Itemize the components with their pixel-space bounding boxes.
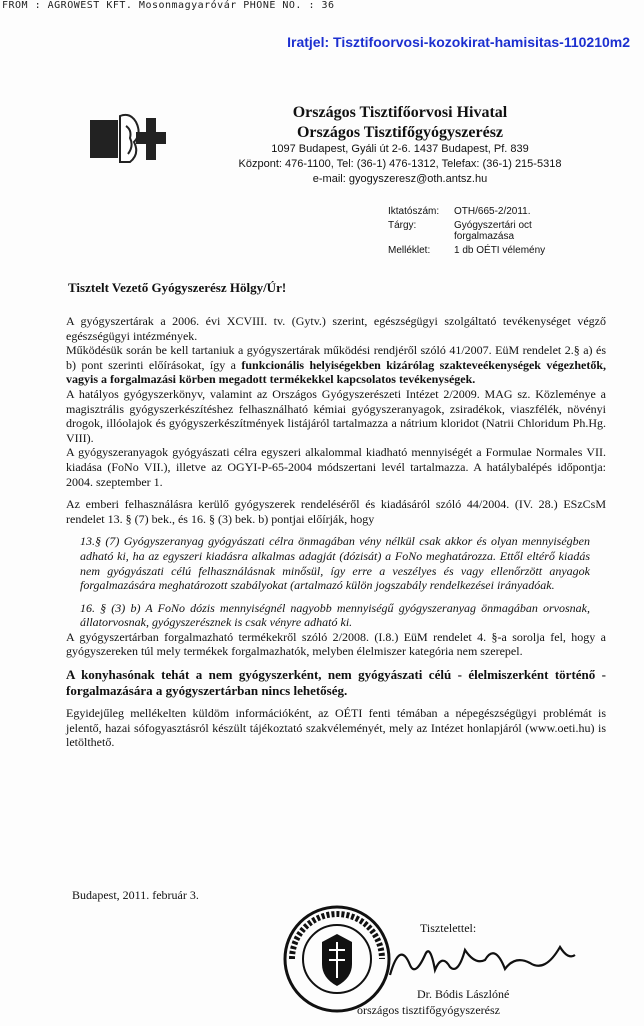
meta-value: OTH/665-2/2011. bbox=[454, 206, 531, 217]
quote-section-16: 16. § (3) b) A FoNo dózis mennyiségnél nagyobb mennyiségű gyógyszeranyag önmagában orvosnak, állatorvosnak, gyógyszerésznek is csak vényre adható ki. bbox=[80, 600, 590, 630]
org-address: 1097 Budapest, Gyáli út 2-6. 1437 Budapest, Pf. 839 bbox=[271, 143, 529, 155]
salutation: Tisztelt Vezető Gyógyszerész Hölgy/Úr! bbox=[68, 280, 287, 295]
paragraph-regulation: Az emberi felhasználásra kerülő gyógyszerek rendeléséről és kiadásáról szóló 44/2004. (IV. 28.) ESzCsM rendelet 13. § (7) bek., és 16. § (3) bek. b) pontjai előírják, hogy bbox=[66, 497, 606, 526]
meta-row-attachment bbox=[388, 245, 574, 256]
meta-value: Gyógyszertári oct forgalmazása bbox=[454, 220, 532, 242]
meta-row-reference bbox=[388, 206, 574, 217]
paragraph-operation-rules bbox=[66, 343, 606, 387]
paragraph-products: A gyógyszertárban forgalmazható termékekről szóló 2/2008. (I.8.) EüM rendelet 4. §-a sorolja fel, hogy a gyógyszereken túl mely termékek forgalmazhatók, melyben élelmiszer kategória nem szerepel. bbox=[66, 629, 606, 659]
org-phones: Központ: 476-1100, Tel: (36-1) 476-1312, Telefax: (36-1) 215-5318 bbox=[238, 158, 562, 170]
signer-title: országos tisztifőgyógyszerész bbox=[357, 1003, 500, 1017]
meta-label: Tárgy: bbox=[388, 220, 417, 231]
paragraph-fono: A gyógyszeranyagok gyógyászati célra egyszeri alkalommal kiadható mennyiségét a Formulae Normales VII. kiadása (FoNo VII.), illetve az OGYI-P-65-2004 módszertani levél tartalmazza. A hatálybalépés időpontja: 2004. szeptember 1. bbox=[66, 445, 606, 489]
org-name-1: Országos Tisztifőorvosi Hivatal bbox=[292, 104, 508, 121]
org-email: e-mail: gyogyszeresz@oth.antsz.hu bbox=[312, 173, 488, 185]
signer-name: Dr. Bódis Lászlóné bbox=[417, 987, 510, 1001]
reference-block bbox=[388, 206, 574, 259]
fax-header: FROM : AGROWEST KFT. Mosonmagyaróvár PHONE NO. : 36 bbox=[2, 0, 335, 11]
meta-label: Melléklet: bbox=[388, 245, 431, 256]
quote-section-13: 13.§ (7) Gyógyszeranyag gyógyászati célra önmagában vény nélkül csak akkor és olyan mennyiségben adható ki, ha az egyszeri kiadásra alkalmas adagját (dózisát) a FoNo meghatározza. Ettől eltérő kiadás nem gyógyászati célú felhasználásnak minősül, így erre a veszélyes és vagy ellenőrzött anyagok forgalmazására meghatározott szabályokat (artalmazó külön jogszabály rendelkezései irányadóak. bbox=[80, 534, 590, 593]
org-name-2: Országos Tisztifőgyógyszerész bbox=[296, 124, 504, 141]
official-seal-icon bbox=[282, 904, 392, 1014]
office-logo-icon bbox=[90, 112, 172, 166]
handwritten-signature-icon bbox=[380, 935, 580, 985]
filename-banner: Iratjel: Tisztifoorvosi-kozokirat-hamisitas-110210m2 bbox=[287, 34, 630, 50]
closing: Tisztelettel: bbox=[420, 921, 477, 935]
paragraph-text: Működésük során be kell tartaniuk a gyógyszertárak működési rendjéről szóló 41/2007. EüM rendelet 2.§ a) és b) pont szerinti előírásokat, így a bbox=[66, 343, 606, 372]
letter-body bbox=[66, 314, 606, 750]
paragraph-pharmacopoeia: A hatályos gyógyszerkönyv, valamint az Országos Gyógyszerészeti Intézet 2/2009. MAG sz. Közleménye a magisztrális gyógyszerkészítéshez felhasználható kémiai gyógyszeranyagok, zsiradékok, viaszfélék, növényi drogok, illóolajok és gyógyszerkészítmények listájáról tartalmazza a nátrium kloridot (Natrii Chloridum Ph.Hg. VIII). bbox=[66, 386, 606, 445]
paragraph-attachment: Egyidejűleg mellékelten küldöm információként, az OÉTI fenti témában a népegészségügyi problémát is jelentő, hazai sófogyasztásról készült tájékoztató szakvéleményét, mely az Intézet honlapjáról (www.oeti.hu) is letölthető. bbox=[66, 706, 606, 750]
meta-value: 1 db OÉTI vélemény bbox=[454, 245, 546, 256]
paragraph-emphasis: funkcionális helyiségekben kizárólag szakteveékenységek végezhetők, vagyis a forgalmazási körben megadott termékekkel kapcsolatos tevékenységek. bbox=[66, 357, 606, 387]
letter-date: Budapest, 2011. február 3. bbox=[72, 888, 199, 902]
paragraph-conclusion: A konyhasónak tehát a nem gyógyszerként, nem gyógyászati célú - élelmiszerként történő - forgalmazására a gyógyszertárban nincs lehetőség. bbox=[66, 667, 606, 698]
meta-row-subject bbox=[388, 220, 574, 242]
paragraph-pharmacy-status: A gyógyszertárak a 2006. évi XCVIII. tv. (Gytv.) szerint, egészségügyi szolgáltató tevékenységet végző egészségügyi intézmények. bbox=[66, 314, 606, 343]
meta-label: Iktatószám: bbox=[388, 206, 440, 217]
